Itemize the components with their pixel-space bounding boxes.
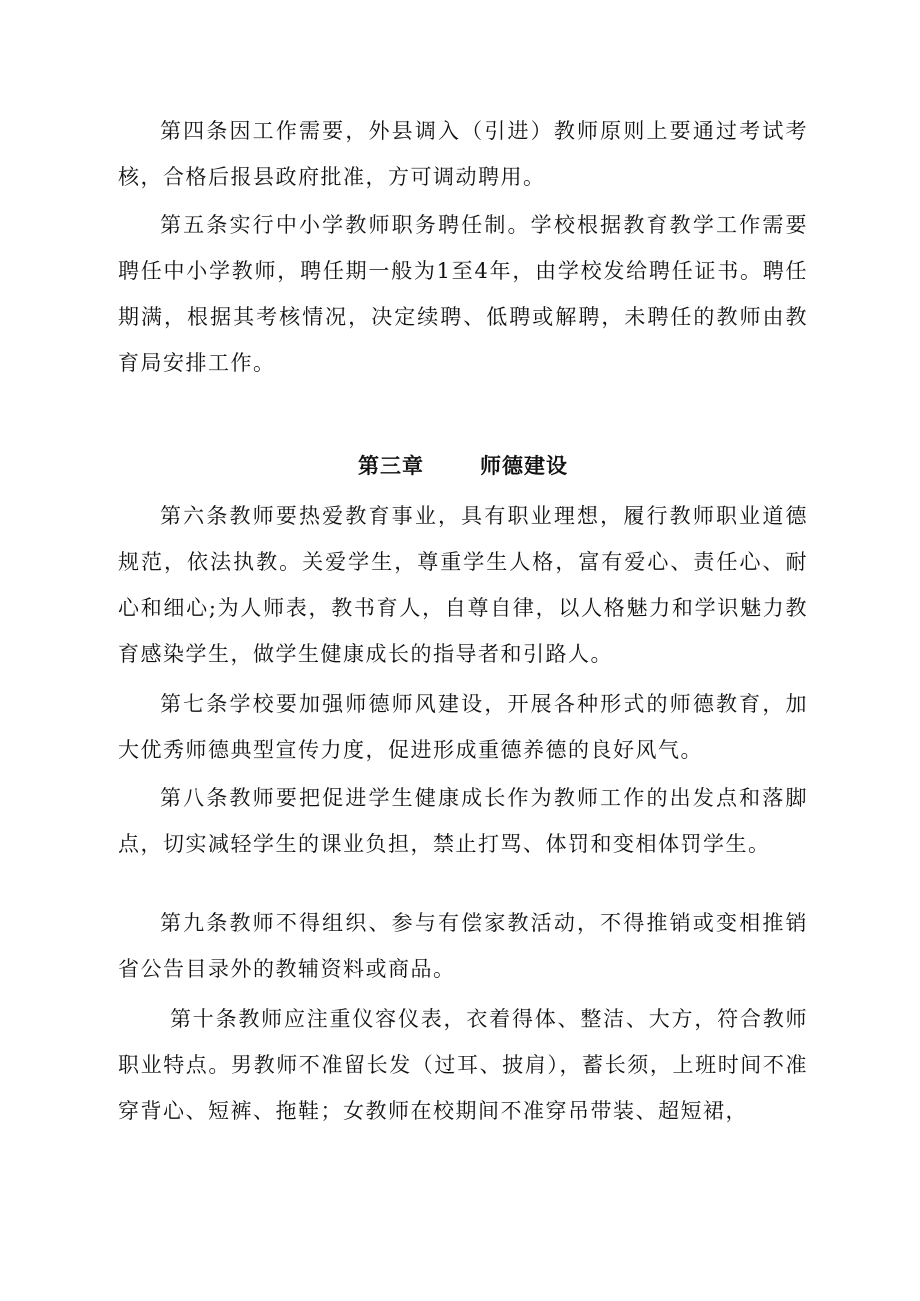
article-9-paragraph: 第九条教师不得组织、参与有偿家教活动，不得推销或变相推销省公告目录外的教辅资料或商品。	[118, 911, 808, 981]
chapter-title: 师德建设	[480, 454, 568, 478]
article-5-paragraph: 第五条实行中小学教师职务聘任制。学校根据教育教学工作需要聘任中小学教师，聘任期一般为1至4年，由学校发给聘任证书。聘任期满，根据其考核情况，决定续聘、低聘或解聘，未聘任的教师由教育局安排工作。	[118, 213, 808, 375]
article-6-paragraph: 第六条教师要热爱教育事业，具有职业理想，履行教师职业道德规范，依法执教。关爱学生，尊重学生人格，富有爱心、责任心、耐心和细心;为人师表，教书育人，自尊自律，以人格魅力和学识魅力教育感染学生，做学生健康成长的指导者和引路人。	[118, 504, 808, 666]
article-10-paragraph: 第十条教师应注重仪容仪表，衣着得体、整洁、大方，符合教师职业特点。男教师不准留长发（过耳、披肩），蓄长须，上班时间不准穿背心、短裤、拖鞋；女教师在校期间不准穿吊带装、超短裙，	[118, 1007, 808, 1123]
chapter-heading	[118, 446, 808, 486]
article-8-paragraph: 第八条教师要把促进学生健康成长作为教师工作的出发点和落脚点，切实减轻学生的课业负担，禁止打骂、体罚和变相体罚学生。	[118, 786, 808, 856]
chapter-number: 第三章	[358, 454, 424, 478]
article-4-paragraph: 第四条因工作需要，外县调入（引进）教师原则上要通过考试考核，合格后报县政府批准，方可调动聘用。	[118, 119, 808, 189]
article-7-paragraph: 第七条学校要加强师德师风建设，开展各种形式的师德教育，加大优秀师德典型宣传力度，促进形成重德养德的良好风气。	[118, 692, 808, 762]
